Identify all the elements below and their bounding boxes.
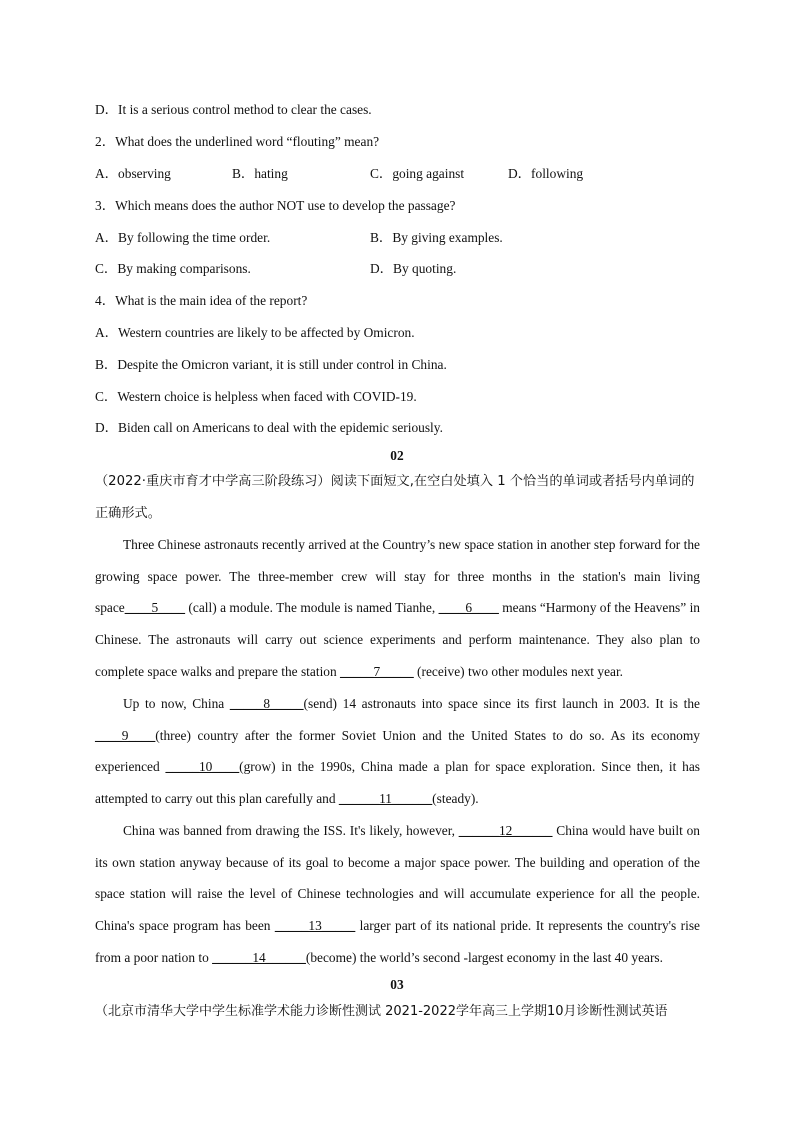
question-2-stem: 2．What does the underlined word “flouting” mean? [95, 134, 380, 149]
blank-14: ______14______ [212, 949, 306, 965]
blank-10: _____10____ [165, 759, 240, 775]
question-2-option-b: B．hating [232, 166, 288, 181]
blank-8: _____8_____ [229, 696, 304, 711]
question-3-option-c: C．By making comparisons. [95, 261, 251, 276]
question-2-option-c: C．going against [370, 166, 465, 181]
question-3-option-a: A．By following the time order. [95, 230, 271, 245]
question-4-option-c: C．Western choice is helpless when faced with COVID-19. [95, 389, 417, 404]
q-prev-option-d: D．It is a serious control method to clear the cases. [95, 102, 372, 117]
blank-13: _____13_____ [274, 918, 356, 934]
question-3-stem: 3．Which means does the author NOT use to develop the passage? [95, 198, 456, 213]
blank-11: ______11______ [338, 791, 433, 807]
blank-9: ____9____ [95, 727, 156, 743]
passage-paragraph-2: Up to now, China _____8_____(send) 14 astronauts into space since its first launch in 2003. It is the ____9____(three) country after the former Soviet Union and the United States to do so. As its economy experienced _____10____(grow) in the 1990s, China made a plan for space exploration. Since then, it has attempted to carry out this plan carefully and ______11______(steady). [95, 696, 700, 807]
question-3-option-d: D．By quoting. [370, 261, 457, 276]
question-4-option-d: D．Biden call on Americans to deal with the epidemic seriously. [95, 420, 443, 435]
passage-paragraph-1: Three Chinese astronauts recently arrived at the Country’s new space station in another step forward for the growing space power. The three-member crew will stay for three months in the station's main living space____5____ (call) a module. The module is named Tianhe, ____6____ means “Harmony of the Heavens” in Chinese. The astronauts will carry out science experiments and perform maintenance. They also plan to complete space walks and prepare the station _____7_____ (receive) two other modules next year. [95, 537, 700, 679]
question-2-option-d: D．following [508, 166, 584, 181]
section-03-instruction: （北京市清华大学中学生标准学术能力诊断性测试 2021-2022学年高三上学期10月诊断性测试英语 [95, 1004, 668, 1019]
section-02-instruction: （2022·重庆市育才中学高三阶段练习）阅读下面短文,在空白处填入 1 个恰当的单词或者括号内单词的正确形式。 [95, 474, 695, 521]
blank-5: ____5____ [124, 600, 186, 616]
blank-6: ____6____ [438, 600, 499, 616]
section-02-number: 02 [390, 448, 404, 463]
question-4-stem: 4．What is the main idea of the report? [95, 293, 308, 308]
section-03-number: 03 [390, 977, 404, 992]
question-3-option-b: B．By giving examples. [370, 230, 503, 245]
question-4-option-a: A．Western countries are likely to be affected by Omicron. [95, 325, 415, 340]
blank-7: _____7_____ [340, 663, 414, 679]
question-2-option-a: A．observing [95, 166, 171, 181]
question-4-option-b: B．Despite the Omicron variant, it is still under control in China. [95, 357, 447, 372]
passage-paragraph-3: China was banned from drawing the ISS. It's likely, however, ______12______ China would have built on its own station anyway because of its goal to become a major space power. The building and operation of the space station will raise the level of Chinese technologies and will accumulate experience for all the people. China's space program has been _____13_____ larger part of its national pride. It represents the country's rise from a poor nation to ______14______(become) the world’s second -largest economy in the last 40 years. [95, 823, 701, 965]
blank-12: ______12______ [458, 823, 553, 838]
